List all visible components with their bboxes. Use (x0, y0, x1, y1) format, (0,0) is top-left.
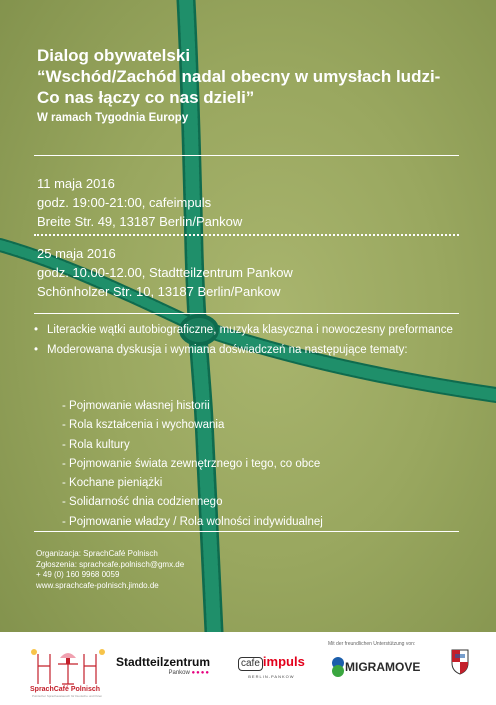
topic-item: - Pojmowanie władzy / Rola wolności indywidualnej (62, 515, 323, 528)
event-1 (37, 174, 242, 231)
coat-of-arms-icon (451, 649, 469, 675)
divider (34, 313, 459, 314)
event-time: godz. 19:00-21:00, cafeimpuls (37, 195, 212, 210)
title-line: Dialog obywatelski (37, 46, 191, 65)
topic-item: - Solidarność dnia codziennego (62, 496, 223, 509)
event-2 (37, 244, 293, 301)
website-link[interactable]: www.sprachcafe-polnisch.jimdo.de (36, 580, 159, 590)
migramove-logo (331, 656, 421, 683)
phone-number: + 49 (0) 160 9968 0059 (36, 570, 120, 579)
cafe-word: cafe (238, 657, 263, 671)
sprachcafe-name: SprachCafé Polnisch (30, 686, 101, 693)
list-item (34, 322, 474, 338)
program-list (34, 322, 474, 358)
cafeimpuls-sub: BERLIN-PANKOW (248, 674, 295, 679)
divider (34, 234, 459, 236)
list-item-text: Literackie wątki autobiograficzne, muzyka klasyczna i nowoczesny preformance (47, 324, 453, 336)
event-time: godz. 10.00-12.00, Stadtteilzentrum Pankow (37, 265, 293, 280)
event-date: 25 maja 2016 (37, 246, 116, 261)
title-line: “Wschód/Zachód nadal obecny w umysłach ludzi- (37, 67, 441, 86)
topic-item: - Rola kultury (62, 438, 130, 451)
bullet-icon: • (34, 324, 39, 336)
organization-info (36, 549, 184, 591)
topic-item: - Rola kształcenia i wychowania (62, 419, 225, 432)
divider (34, 155, 459, 156)
migramove-name: MIGRAMOVE (345, 660, 421, 674)
event-address: Breite Str. 49, 13187 Berlin/Pankow (37, 214, 243, 229)
list-item (34, 342, 474, 358)
list-item-text: Moderowana dyskusja i wymiana doświadczeń na następujące tematy: (47, 344, 408, 356)
bullet-icon: • (34, 344, 39, 356)
sprachcafe-tagline: Polnischer Sprachaustausch für Deutsche und Polen (32, 694, 103, 698)
divider (34, 531, 459, 532)
subtitle: W ramach Tygodnia Europy (37, 112, 189, 124)
impuls-word: impuls (262, 654, 305, 669)
cafeimpuls-logo (238, 653, 305, 679)
dots-icon: ●●●● (191, 670, 211, 676)
event-address: Schönholzer Str. 10, 13187 Berlin/Pankow (37, 284, 281, 299)
event-date: 11 maja 2016 (37, 176, 115, 191)
topic-list (62, 397, 323, 532)
sprachcafe-logo (28, 644, 108, 696)
topic-item: - Pojmowanie świata zewnętrznego i tego, co obce (62, 457, 321, 470)
migramove-mark-icon (331, 656, 345, 678)
title-block (37, 45, 477, 124)
stadtteilzentrum-name: Stadtteilzentrum (116, 655, 211, 669)
topic-item: - Pojmowanie własnej historii (62, 400, 210, 412)
cafe-table-icon (28, 644, 108, 688)
sponsor-footer (0, 632, 496, 705)
stadtteilzentrum-sub: Pankow ●●●● (168, 670, 211, 676)
title-line: Co nas łączy co nas dzieli” (37, 88, 255, 107)
stadtteilzentrum-logo (116, 655, 210, 676)
registration-email: Zgłoszenia: sprachcafe.polnisch@gmx.de (36, 559, 185, 569)
support-note: Mit der freundlichen Unterstützung von: (328, 641, 416, 647)
organizer: Organizacja: SprachCafé Polnisch (36, 549, 158, 558)
topic-item: - Kochane pieniążki (62, 477, 163, 490)
